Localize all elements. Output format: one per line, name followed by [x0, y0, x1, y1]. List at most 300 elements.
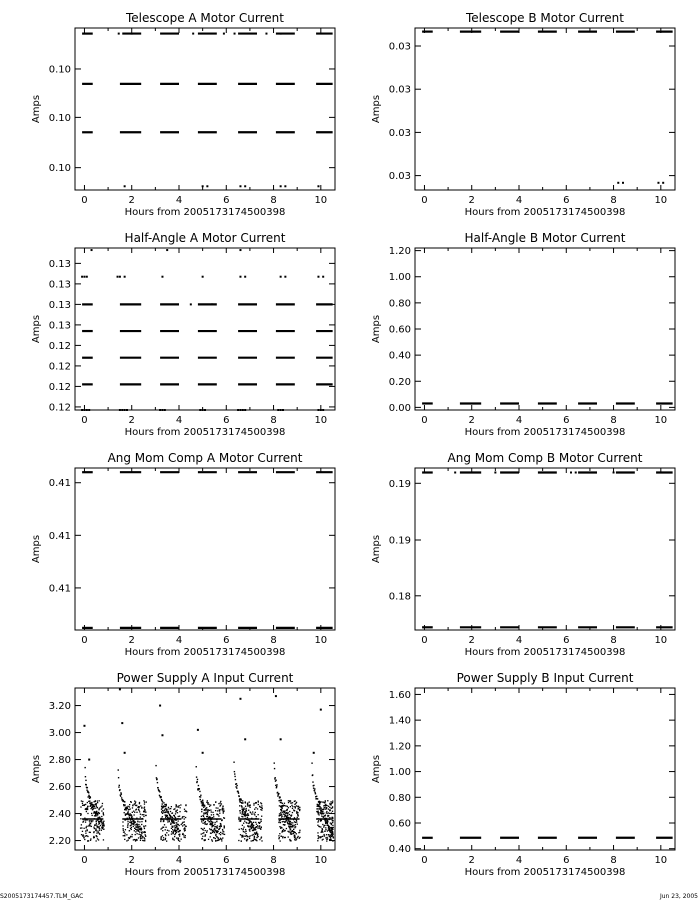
data-point: [185, 830, 186, 831]
data-point: [287, 815, 288, 816]
data-point: [206, 802, 207, 803]
y-tick-label: 0.41: [48, 583, 71, 595]
data-point: [208, 804, 209, 805]
data-point: [83, 834, 84, 835]
data-point: [211, 811, 212, 812]
data-point: [213, 825, 214, 826]
data-point: [179, 816, 180, 817]
data-point: [299, 807, 300, 808]
data-point: [320, 826, 321, 827]
data-point: [100, 825, 101, 826]
data-point: [161, 806, 162, 807]
data-point: [206, 809, 207, 810]
data-point: [169, 821, 170, 822]
data-point: [326, 834, 327, 835]
data-point: [216, 836, 217, 837]
data-point: [259, 826, 260, 827]
data-point: [170, 815, 171, 816]
data-point: [296, 833, 297, 834]
data-point: [129, 830, 130, 831]
x-tick-label: 8: [610, 195, 617, 206]
data-point: [84, 839, 85, 840]
data-point: [140, 814, 141, 815]
data-point: [281, 810, 282, 811]
data-point: [210, 809, 211, 810]
data-point: [156, 778, 157, 779]
data-point: [201, 828, 202, 829]
data-point: [246, 815, 247, 816]
data-point: [197, 729, 199, 731]
data-point: [141, 824, 142, 825]
data-point: [177, 806, 178, 807]
x-tick-label: 2: [128, 195, 135, 206]
data-point: [123, 835, 124, 836]
data-point: [222, 830, 223, 831]
data-point: [324, 815, 325, 816]
data-point: [242, 825, 243, 826]
data-point: [145, 815, 146, 816]
data-point: [165, 834, 166, 835]
data-point: [261, 826, 262, 827]
data-point: [253, 840, 254, 841]
data-point: [252, 811, 253, 812]
data-point: [90, 838, 91, 839]
data-point: [315, 793, 316, 794]
data-point: [218, 838, 219, 839]
data-point: [326, 808, 327, 809]
data-point: [278, 822, 279, 823]
data-point: [207, 803, 208, 804]
data-point: [212, 840, 213, 841]
chart-title: Power Supply A Input Current: [116, 671, 294, 685]
data-point: [93, 804, 94, 805]
plot-frame: [75, 248, 335, 410]
data-point: [284, 805, 285, 806]
data-point: [332, 822, 333, 823]
data-point: [289, 814, 290, 815]
data-point: [163, 820, 164, 821]
y-tick-label: 2.80: [48, 755, 71, 767]
data-point: [203, 803, 204, 804]
data-point: [235, 786, 236, 787]
y-tick-label: 2.40: [48, 809, 71, 821]
data-point: [163, 812, 164, 813]
data-point: [134, 839, 135, 840]
data-point: [257, 835, 258, 836]
data-point: [142, 814, 143, 815]
data-point: [84, 767, 85, 768]
data-point: [94, 828, 95, 829]
data-point: [214, 828, 215, 829]
data-point: [135, 839, 136, 840]
data-point: [86, 409, 88, 411]
data-point: [80, 813, 81, 814]
data-point: [246, 808, 247, 809]
data-point: [296, 821, 297, 822]
data-point: [222, 806, 223, 807]
data-point: [280, 840, 281, 841]
data-point: [256, 824, 257, 825]
x-tick-label: 4: [515, 415, 523, 426]
data-point: [253, 839, 254, 840]
data-point: [223, 812, 224, 813]
data-point: [172, 812, 173, 813]
data-point: [258, 814, 259, 815]
data-point: [254, 809, 255, 810]
y-tick-label: 1.60: [388, 689, 411, 701]
data-point: [166, 809, 167, 810]
data-point: [103, 823, 104, 824]
data-point: [292, 812, 293, 813]
data-point: [234, 776, 235, 777]
data-point: [294, 801, 295, 802]
x-tick-label: 6: [223, 195, 230, 206]
data-point: [170, 822, 171, 823]
data-point: [162, 810, 163, 811]
data-point: [127, 825, 128, 826]
data-point: [179, 841, 180, 842]
data-point: [132, 834, 133, 835]
data-point: [210, 833, 211, 834]
data-point: [299, 809, 300, 810]
data-point: [317, 276, 319, 278]
x-tick-label: 6: [223, 635, 230, 646]
data-point: [245, 836, 246, 837]
y-tick-label: 0.12: [48, 340, 71, 352]
data-point: [172, 832, 173, 833]
data-point: [199, 791, 200, 792]
data-point: [256, 816, 257, 817]
data-point: [292, 808, 293, 809]
plot-frame: [415, 468, 675, 630]
data-point: [137, 821, 138, 822]
data-point: [299, 830, 300, 831]
data-point: [250, 811, 251, 812]
data-point: [330, 832, 331, 833]
y-tick-label: 0.41: [48, 530, 71, 542]
data-point: [133, 814, 134, 815]
data-point: [175, 806, 176, 807]
data-point: [662, 182, 664, 184]
data-point: [210, 836, 211, 837]
data-point: [126, 840, 127, 841]
data-point: [280, 822, 281, 823]
data-point: [183, 816, 184, 817]
data-point: [332, 817, 333, 818]
data-point: [202, 276, 204, 278]
data-point: [95, 801, 96, 802]
x-tick-label: 2: [128, 415, 135, 426]
data-point: [98, 812, 99, 813]
data-point: [202, 823, 203, 824]
data-point: [174, 823, 175, 824]
data-point: [215, 840, 216, 841]
data-point: [326, 837, 327, 838]
data-point: [296, 820, 297, 821]
data-point: [233, 762, 234, 763]
data-point: [313, 787, 314, 788]
data-point: [101, 823, 102, 824]
data-point: [96, 803, 97, 804]
data-point: [81, 409, 83, 411]
data-point: [118, 777, 119, 778]
data-point: [162, 801, 163, 802]
data-point: [260, 821, 261, 822]
data-point: [244, 821, 245, 822]
x-tick-label: 2: [468, 415, 475, 426]
data-point: [97, 838, 98, 839]
data-point: [179, 830, 180, 831]
data-point: [208, 802, 209, 803]
data-point: [162, 816, 163, 817]
data-point: [119, 688, 121, 690]
data-point: [205, 830, 206, 831]
data-point: [222, 833, 223, 834]
data-point: [124, 185, 126, 187]
data-point: [87, 840, 88, 841]
data-point: [173, 821, 174, 822]
data-point: [250, 835, 251, 836]
plot-frame: [75, 688, 335, 850]
data-point: [275, 785, 276, 786]
data-point: [255, 839, 256, 840]
data-point: [161, 836, 162, 837]
data-point: [81, 276, 83, 278]
x-tick-label: 10: [654, 855, 668, 866]
y-tick-label: 0.12: [48, 381, 71, 393]
data-point: [143, 816, 144, 817]
data-point: [255, 812, 256, 813]
data-point: [280, 828, 281, 829]
data-point: [294, 806, 295, 807]
data-point: [251, 835, 252, 836]
data-point: [125, 829, 126, 830]
x-tick-label: 6: [563, 635, 570, 646]
data-point: [138, 837, 139, 838]
data-point: [83, 821, 84, 822]
data-point: [167, 821, 168, 822]
data-point: [197, 779, 198, 780]
data-point: [327, 821, 328, 822]
data-point: [207, 800, 208, 801]
data-point: [162, 803, 163, 804]
data-point: [297, 824, 298, 825]
data-point: [220, 801, 221, 802]
data-point: [123, 831, 124, 832]
data-point: [292, 822, 293, 823]
data-point: [202, 805, 203, 806]
data-point: [293, 831, 294, 832]
data-point: [118, 769, 119, 770]
data-point: [138, 810, 139, 811]
data-point: [135, 809, 136, 810]
data-point: [328, 812, 329, 813]
data-point: [319, 807, 320, 808]
x-axis-label: Hours from 2005173174500398: [124, 647, 286, 658]
data-point: [322, 839, 323, 840]
data-point: [171, 828, 172, 829]
data-point: [171, 821, 172, 822]
data-point: [317, 825, 318, 826]
data-point: [293, 829, 294, 830]
data-point: [128, 814, 129, 815]
x-tick-label: 0: [421, 855, 428, 866]
data-point: [265, 33, 267, 35]
y-tick-label: 1.20: [388, 741, 411, 753]
data-point: [160, 820, 161, 821]
data-point: [323, 805, 324, 806]
data-point: [282, 803, 283, 804]
data-point: [278, 838, 279, 839]
data-point: [101, 830, 102, 831]
data-point: [331, 824, 332, 825]
data-point: [284, 185, 286, 187]
data-point: [81, 800, 82, 801]
data-point: [144, 802, 145, 803]
y-tick-label: 0.41: [48, 478, 71, 490]
data-point: [657, 182, 659, 184]
data-point: [332, 811, 333, 812]
data-point: [254, 828, 255, 829]
chart-title: Telescope A Motor Current: [126, 11, 284, 25]
footer-date: Jun 23, 2005: [659, 893, 698, 900]
data-point: [274, 778, 275, 779]
data-point: [239, 409, 241, 411]
data-point: [259, 806, 260, 807]
y-tick-label: 0.19: [388, 478, 411, 490]
data-point: [89, 832, 90, 833]
data-point: [121, 793, 122, 794]
data-point: [257, 808, 258, 809]
data-point: [96, 832, 97, 833]
data-point: [184, 837, 185, 838]
data-point: [239, 796, 240, 797]
y-tick-label: 3.20: [48, 701, 71, 713]
data-point: [207, 830, 208, 831]
data-point: [217, 807, 218, 808]
data-point: [251, 825, 252, 826]
data-point: [255, 803, 256, 804]
data-point: [93, 808, 94, 809]
data-point: [237, 409, 239, 411]
data-point: [255, 807, 256, 808]
data-point: [224, 834, 225, 835]
data-point: [287, 817, 288, 818]
y-tick-label: 2.60: [48, 782, 71, 794]
data-point: [128, 837, 129, 838]
data-point: [84, 820, 85, 821]
data-point: [175, 813, 176, 814]
data-point: [249, 801, 250, 802]
x-tick-label: 8: [610, 635, 617, 646]
chart-title: Power Supply B Input Current: [456, 671, 634, 685]
data-point: [260, 829, 261, 830]
y-tick-label: 0.03: [388, 84, 411, 96]
data-point: [128, 809, 129, 810]
data-point: [144, 806, 145, 807]
data-point: [326, 839, 327, 840]
data-point: [241, 828, 242, 829]
chart-panel: [31, 671, 335, 878]
data-point: [247, 817, 248, 818]
data-point: [135, 805, 136, 806]
data-point: [186, 826, 187, 827]
data-point: [139, 806, 140, 807]
data-point: [331, 808, 332, 809]
data-point: [280, 185, 282, 187]
data-point: [330, 801, 331, 802]
data-point: [322, 831, 323, 832]
data-point: [331, 812, 332, 813]
data-point: [215, 838, 216, 839]
data-point: [199, 788, 200, 789]
data-point: [168, 808, 169, 809]
data-point: [290, 828, 291, 829]
data-point: [290, 802, 291, 803]
data-point: [95, 840, 96, 841]
data-point: [101, 816, 102, 817]
data-point: [126, 409, 128, 411]
chart-panel: [371, 451, 675, 658]
data-point: [284, 816, 285, 817]
data-point: [103, 825, 104, 826]
data-point: [261, 809, 262, 810]
data-point: [222, 829, 223, 830]
data-point: [141, 832, 142, 833]
data-point: [234, 771, 235, 772]
x-tick-label: 4: [175, 415, 183, 426]
data-point: [281, 809, 282, 810]
data-point: [328, 815, 329, 816]
data-point: [286, 810, 287, 811]
data-point: [168, 820, 169, 821]
x-tick-label: 4: [515, 855, 523, 866]
data-point: [80, 827, 81, 828]
data-point: [279, 833, 280, 834]
data-point: [321, 830, 322, 831]
data-point: [239, 805, 240, 806]
data-point: [203, 820, 204, 821]
data-point: [136, 805, 137, 806]
data-point: [239, 276, 241, 278]
data-point: [140, 816, 141, 817]
x-axis-label: Hours from 2005173174500398: [464, 647, 626, 658]
data-point: [316, 796, 317, 797]
data-point: [282, 821, 283, 822]
chart-panel: [31, 11, 335, 218]
data-point: [223, 811, 224, 812]
data-point: [161, 812, 162, 813]
data-point: [325, 829, 326, 830]
data-point: [239, 185, 241, 187]
data-point: [224, 818, 225, 819]
x-tick-label: 0: [81, 195, 88, 206]
x-tick-label: 8: [270, 635, 277, 646]
data-point: [164, 409, 166, 411]
data-point: [102, 827, 103, 828]
data-point: [294, 825, 295, 826]
data-point: [96, 830, 97, 831]
data-point: [250, 805, 251, 806]
data-point: [135, 803, 136, 804]
x-tick-label: 10: [314, 855, 328, 866]
data-point: [243, 807, 244, 808]
data-point: [317, 798, 318, 799]
data-point: [83, 276, 85, 278]
data-point: [131, 33, 133, 35]
data-point: [130, 825, 131, 826]
data-point: [97, 800, 98, 801]
